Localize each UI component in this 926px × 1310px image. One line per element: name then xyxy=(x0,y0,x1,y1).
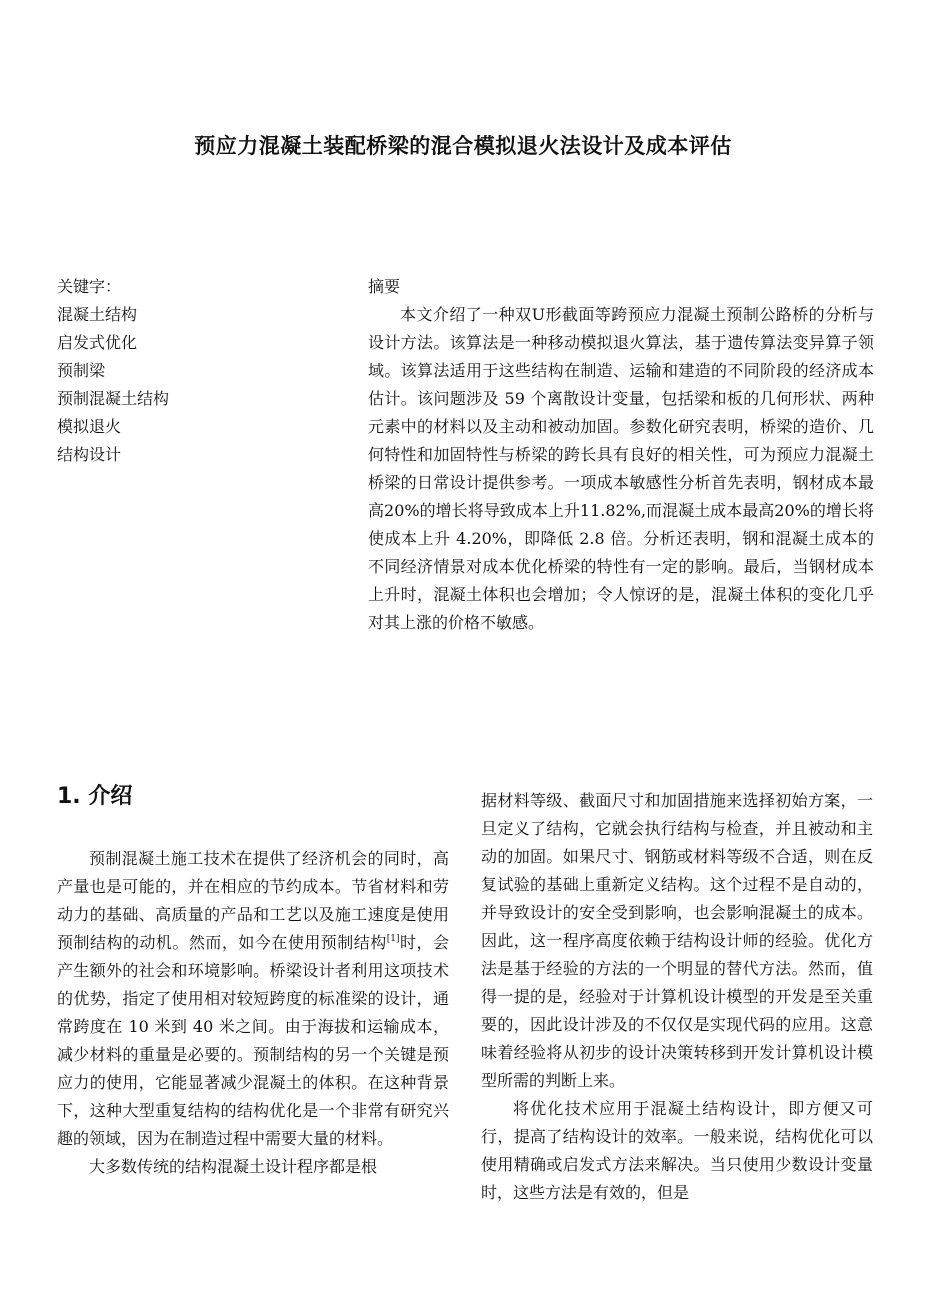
keyword-item: 模拟退火 xyxy=(57,417,122,436)
abstract-text: 本文介绍了一种双U形截面等跨预应力混凝土预制公路桥的分析与设计方法。该算法是一种移动模拟退火算法，基于遗传算法变异算子领域。该算法适用于这些结构在制造、运输和建造的不同阶段的经济成本估计。该问题涉及 59 个离散设计变量，包括梁和板的几何形状、两种元素中的材料以及主动和被动加固。参数化研究表明，桥梁的造价、几何特性和加固特性与桥梁的跨长具有良好的相关性，可为预应力混凝土桥梁的日常设计提供参考。一项成本敏感性分析首先表明，钢材成本最高20%的增长将导致成本上升11.82%,而混凝土成本最高20%的增长将使成本上升 4.20%，即降低 2.8 倍。分析还表明，钢和混凝土成本的不同经济情景对成本优化桥梁的特性有一定的影响。最后，当钢材成本上升时，混凝土体积也会增加；令人惊讶的是，混凝土体积的变化几乎对其上涨的价格不敏感。 xyxy=(368,305,874,632)
body-paragraph: 大多数传统的结构混凝土设计程序都是根 xyxy=(89,1157,378,1176)
keywords-block xyxy=(57,273,317,469)
body-paragraph: 将优化技术应用于混凝土结构设计，即方便又可行，提高了结构设计的效率。一般来说，结构优化可以使用精确或启发式方法来解决。当只使用少数设计变量时，这些方法是有效的，但是 xyxy=(481,1099,873,1202)
body-text: 时，会产生额外的社会和环境影响。桥梁设计者利用这项技术的优势，指定了使用相对较短跨度的标准梁的设计，通常跨度在 10 米到 40 米之间。由于海拔和运输成本，减少材料的重量是必要的。预制结构的另一个关键是预应力的使用，它能显著减少混凝土的体积。在这种背景下，这种大型重复结构的结构优化是一个非常有研究兴趣的领域，因为在制造过程中需要大量的材料。 xyxy=(57,933,449,1148)
paper-title: 预应力混凝土装配桥梁的混合模拟退火法设计及成本评估 xyxy=(194,134,732,158)
right-column xyxy=(481,787,873,1207)
body-paragraph xyxy=(57,845,449,1153)
citation-ref[interactable]: [1] xyxy=(386,934,400,944)
keyword-item: 启发式优化 xyxy=(57,333,138,352)
keyword-item: 混凝土结构 xyxy=(57,305,138,324)
keyword-item: 预制混凝土结构 xyxy=(57,389,170,408)
body-paragraph: 据材料等级、截面尺寸和加固措施来选择初始方案，一旦定义了结构，它就会执行结构与检查，并且被动和主动的加固。如果尺寸、钢筋或材料等级不合适，则在反复试验的基础上重新定义结构。这个过程不是自动的，并导致设计的安全受到影响，也会影响混凝土的成本。因此，这一程序高度依赖于结构设计师的经验。优化方法是基于经验的方法的一个明显的替代方法。然而，值得一提的是，经验对于计算机设计模型的开发是至关重要的，因此设计涉及的不仅仅是实现代码的应用。这意味着经验将从初步的设计决策转移到开发计算机设计模型所需的判断上来。 xyxy=(481,791,873,1090)
keyword-item: 结构设计 xyxy=(57,445,122,464)
keyword-item: 预制梁 xyxy=(57,361,106,380)
abstract-block xyxy=(368,273,874,637)
left-column xyxy=(57,845,449,1181)
abstract-heading: 摘要 xyxy=(368,277,401,296)
body-text: 预制混凝土施工技术在提供了经济机会的同时，高产量也是可能的，并在相应的节约成本。节省材料和劳动力的基础、高质量的产品和工艺以及施工速度是使用预制结构的动机。然而，如今在使用预制结构 xyxy=(57,849,449,952)
section-heading: 1. 介绍 xyxy=(57,784,133,809)
keywords-heading: 关键字： xyxy=(57,277,122,296)
